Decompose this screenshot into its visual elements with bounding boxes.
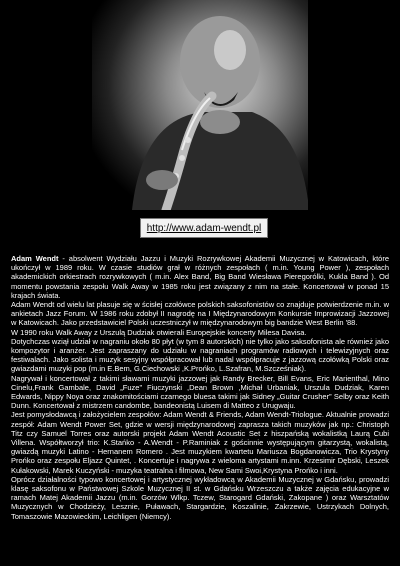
bio-paragraph: Oprócz działalności typowo koncertowej i artystycznej wykładowcą w Akademii Muzycznej w Gdańsku, prowadzi klasę saksofonu w Państwowej Szkole Muzycznej II st. w Gdańsku Wrzeszczu a także zajęcia edukacyjne w ramach Matej Akademii Jazzu (m.in. Gorzów Wlkp. Tczew, Starogard Gdański, Zakopane ) oraz Warsztatów Muzycznych w Chodzieży, Lesznie, Puławach, Stargardzie, Koszalinie, Zakrzewie, Ustrzykach Dolnych, Tomaszowie Mazowieckim, Leichligen (Niemcy).	[11, 474, 389, 521]
bio-intro	[11, 254, 389, 300]
bio-paragraph: Dotychczas wziął udział w nagraniu około 80 płyt (w tym 8 autorskich) nie tylko jako saksofonista ale również jako kompozytor i aranżer. Jest zapraszany do udziału w nagraniach programów radiowych i telewizyjnych oraz festiwalach. Jako solista i muzyk sesyjny współpracował lub nadal współpracuje z jazzową czołówką Polski oraz gwiazdami muzyki pop (m.in E.Bem, G.Ciechowski ,K.Prońko, L.Szafran, M.Szcześniak).	[11, 336, 389, 374]
bio-intro-text: - absolwent Wydziału Jazzu i Muzyki Rozrywkowej Akademii Muzycznej w Katowicach, które ukończył w 1989 roku. W czasie studiów grał w różnych zespołach ( m.in. Young Power ), zespołach akademickich orkiestrach rozrywkowych ( m.in. Alex Band, Big Band Wiesława Pieregorólki, Kukla Band ). Od momentu powstania zespołu Walk Away w 1985 roku jest związany z nim na stałe. Koncertował w ponad 15 krajach świata.	[11, 254, 389, 300]
bio-paragraph: Nagrywał i koncertował z takimi sławami muzyki jazzowej jak Randy Brecker, Bill Evans, Eric Marienthal, Mino Cinelu,Frank Gambale, David „Fuze” Fiuczynski ,Dean Brown ,Michał Urbaniak, Urszula Dudziak, Karen Edwards, Nippy Noya oraz znakomitościami czarnego bluesa takimi jak Sidney „Guitar Crusher” Selby oraz Keith Dunn. Koncertował z mistrzem candombe, bandeonistą Luisem di Matteo z Urugwaju.	[11, 373, 389, 411]
saxophonist-photo	[92, 0, 308, 210]
bio-paragraph: Jest pomysłodawcą i założycielem zespołów: Adam Wendt & Friends, Adam Wendt-Triologue. Aktualnie prowadzi zespół: Adam Wendt Power Set, gdzie w wersji międzynarodowej zaprasza takich muzyków jak np.: Christoph Titz czy Samuel Torres oraz autorski projekt Adam Wendt Acoustic Set z hiszpańską wokalistką Laurą Cubi Villena. Współtworzył trio: K.Stańko - A.Wendt - P.Raminiak z gościnnie występującym gitarzystą, wokalistą, gwiazdą muzyki Latino - Hernanem Romero . Jest muzykiem kwartetu Mariusza Bogdanowicza, Trio Krystyny Prońko oraz zespołu Eljazz Quintet, . Koncertuje i nagrywa z wieloma artystami m.inn. Krzesimir Dębski, Leszek Kułakowski, Marek Kuczyński - muzyka teatralna i filmowa, New Sami Swoi,Krystyna Prońko i inni.	[11, 410, 389, 475]
website-link-box[interactable]	[140, 218, 268, 238]
artist-name: Adam Wendt	[11, 254, 59, 263]
website-link[interactable]: http://www.adam-wendt.pl	[146, 222, 262, 234]
saxophonist-illustration	[92, 0, 308, 210]
bio-paragraph: W 1990 roku Walk Away z Urszulą Dudziak otwierali Europejskie koncerty Milesa Davisa.	[11, 327, 307, 337]
biography	[11, 254, 389, 560]
bio-paragraph: Adam Wendt od wielu lat plasuje się w ścisłej czołówce polskich saksofonistów co znajduje potwierdzenie m.in. w ankietach Jazz Forum. W 1986 roku zdobył II nagrodę na I Międzynarodowym Konkursie Improwizacji Jazzowej w Katowicach. Jako przedstawiciel Polski uczestniczył w międzynarodowym big bandzie West Berlin '88.	[11, 300, 389, 328]
